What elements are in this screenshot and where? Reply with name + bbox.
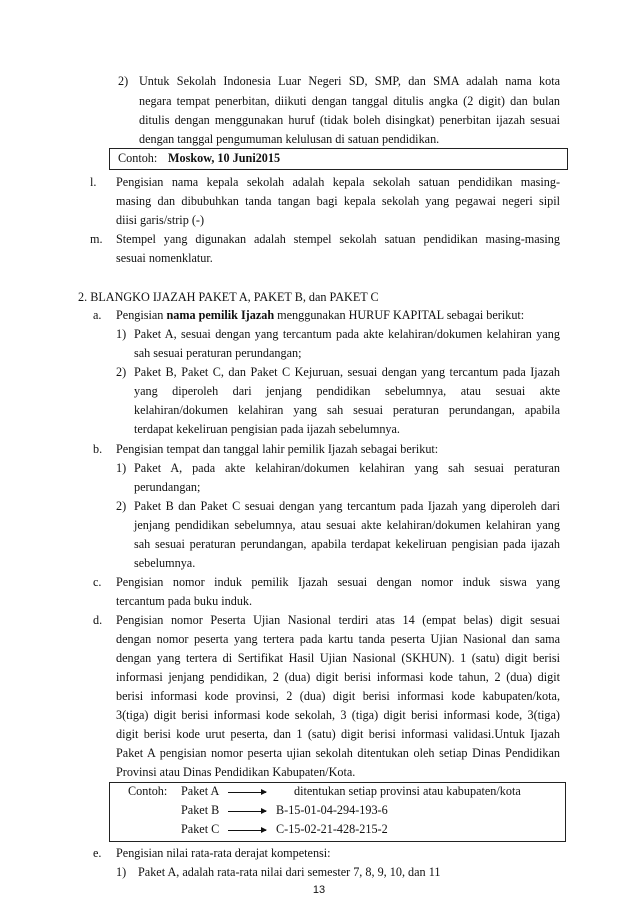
item-2-line-4: dengan tanggal pengumuman kelulusan di satuan pendidikan. bbox=[139, 132, 440, 146]
item-l-line-1: Pengisian nama kepala sekolah adalah kepala sekolah satuan pendidikan masing- bbox=[116, 175, 560, 189]
item-a-text-post: menggunakan HURUF KAPITAL sebagai berikut: bbox=[274, 308, 525, 322]
item-a-text-bold: nama pemilik Ijazah bbox=[166, 308, 275, 322]
item-a-sub1-line-2: sah sesuai peraturan perundangan; bbox=[134, 346, 302, 360]
item-a-sub2-line-3: kelahiran/dokumen kelahiran yang sah sesuai peraturan perundangan, apabila bbox=[134, 403, 560, 417]
item-b-sub2-marker: 2) bbox=[116, 499, 127, 513]
item-m-marker: m. bbox=[90, 232, 103, 246]
item-b-sub1-line-1: Paket A, pada akte kelahiran/dokumen kelahiran yang sah sesuai peraturan bbox=[134, 461, 560, 475]
example-2-row-2-right: B-15-01-04-294-193-6 bbox=[276, 803, 388, 817]
example-1-value: Moskow, 10 Juni2015 bbox=[168, 151, 281, 165]
item-e-sub1-text: Paket A, adalah rata-rata nilai dari semester 7, 8, 9, 10, dan 11 bbox=[138, 865, 441, 879]
item-e-sub1-marker: 1) bbox=[116, 865, 127, 879]
item-d-line-2: dengan nomor peserta yang tertera pada kartu tanda peserta Ujian Nasional dan sama bbox=[116, 632, 560, 646]
item-a-sub2-marker: 2) bbox=[116, 365, 127, 379]
example-2-row-2-left: Paket B bbox=[181, 803, 220, 817]
item-d-line-3: dengan yang tertera di Sertifikat Hasil Ujian Nasional (SKHUN). 1 (satu) digit berisi bbox=[116, 651, 560, 665]
item-a-text bbox=[116, 306, 524, 325]
arrow-icon bbox=[228, 792, 266, 793]
item-2-line-2: negara tempat penerbitan, diikuti dengan tanggal ditulis angka (2 digit) dan bulan bbox=[139, 94, 560, 108]
item-b-marker: b. bbox=[93, 442, 103, 456]
example-2-row-1-left: Paket A bbox=[181, 784, 220, 798]
item-l-line-2: masing dan dibubuhkan tanda tangan bagi kepala sekolah yang pegawai negeri sipil bbox=[116, 194, 560, 208]
item-e-marker: e. bbox=[93, 846, 102, 860]
item-b-sub2-line-4: sebelumnya. bbox=[134, 556, 196, 570]
item-l-marker: l. bbox=[90, 175, 97, 189]
item-b-sub2-line-2: jenjang pendidikan sebelumnya, atau sesuai akte kelahiran/dokumen kelahiran yang bbox=[134, 518, 560, 532]
item-2-line-3: ditulis dengan menggunakan huruf (tidak boleh disingkat) penerbitan ijazah sesuai bbox=[139, 113, 560, 127]
item-d-line-4: informasi jenjang pendidikan, 2 (dua) digit berisi informasi kode tahun, 2 (dua) digit bbox=[116, 670, 560, 684]
example-1-label: Contoh: bbox=[118, 151, 158, 165]
item-c-marker: c. bbox=[93, 575, 102, 589]
item-d-marker: d. bbox=[93, 613, 103, 627]
item-a-text-pre: Pengisian bbox=[116, 308, 167, 322]
item-e-text: Pengisian nilai rata-rata derajat kompetensi: bbox=[116, 846, 331, 860]
item-2-line-1: Untuk Sekolah Indonesia Luar Negeri SD, SMP, dan SMA adalah nama kota bbox=[139, 74, 560, 88]
item-a-sub1-marker: 1) bbox=[116, 327, 127, 341]
item-d-line-6: 3(tiga) digit berisi informasi kode sekolah, 3 (tiga) digit berisi informasi kode, 3(tiga) bbox=[116, 708, 560, 722]
item-b-sub2-line-1: Paket B dan Paket C sesuai dengan yang tercantum pada Ijazah yang diperoleh dari bbox=[134, 499, 560, 513]
page-number: 13 bbox=[312, 884, 326, 896]
item-m-line-2: sesuai nomenklatur. bbox=[116, 251, 213, 265]
item-a-sub2-line-1: Paket B, Paket C, dan Paket C Kejuruan, sesuai dengan yang tercantum pada Ijazah bbox=[134, 365, 560, 379]
item-c-line-1: Pengisian nomor induk pemilik Ijazah sesuai dengan nomor induk siswa yang bbox=[116, 575, 560, 589]
item-2-marker: 2) bbox=[118, 74, 129, 88]
example-2-row-1-right: ditentukan setiap provinsi atau kabupaten/kota bbox=[294, 784, 521, 798]
item-b-sub1-marker: 1) bbox=[116, 461, 127, 475]
item-a-sub2-line-2: yang diperoleh dari jenjang pendidikan sebelumnya, atau sesuai akte bbox=[134, 384, 560, 398]
item-b-sub2-line-3: sah sesuai peraturan perundangan, apabila terdapat kekeliruan pengisian pada ijazah bbox=[134, 537, 560, 551]
example-2-label: Contoh: bbox=[128, 784, 168, 798]
item-b-sub1-line-2: perundangan; bbox=[134, 480, 201, 494]
example-2-row-3-right: C-15-02-21-428-215-2 bbox=[276, 822, 388, 836]
example-2-row-3-left: Paket C bbox=[181, 822, 220, 836]
item-m-line-1: Stempel yang digunakan adalah stempel sekolah satuan pendidikan masing-masing bbox=[116, 232, 560, 246]
item-d-line-7: digit berisi kode urut peserta, dan 1 (satu) digit berisi informasi validasi.Untuk Ijazah bbox=[116, 727, 560, 741]
item-a-sub2-line-4: terdapat kekeliruan pengisian pada ijazah sebelumnya. bbox=[134, 422, 400, 436]
arrow-icon bbox=[228, 830, 266, 831]
item-a-marker: a. bbox=[93, 308, 102, 322]
item-d-line-9: Provinsi atau Dinas Pendidikan Kabupaten/Kota. bbox=[116, 765, 356, 779]
item-b-text: Pengisian tempat dan tanggal lahir pemilik Ijazah sebagai berikut: bbox=[116, 442, 439, 456]
section-2-title: 2. BLANGKO IJAZAH PAKET A, PAKET B, dan PAKET C bbox=[78, 290, 379, 304]
item-l-line-3: diisi garis/strip (-) bbox=[116, 213, 205, 227]
item-c-line-2: tercantum pada buku induk. bbox=[116, 594, 253, 608]
item-d-line-8: Paket A pengisian nomor peserta ujian sekolah ditentukan oleh setiap Dinas Pendidikan bbox=[116, 746, 560, 760]
item-d-line-1: Pengisian nomor Peserta Ujian Nasional terdiri atas 14 (empat belas) digit sesuai bbox=[116, 613, 560, 627]
arrow-icon bbox=[228, 811, 266, 812]
item-a-sub1-line-1: Paket A, sesuai dengan yang tercantum pada akte kelahiran/dokumen kelahiran yang bbox=[134, 327, 560, 341]
item-d-line-5: berisi informasi kode provinsi, 2 (dua) digit berisi informasi kode kabupaten/kota, bbox=[116, 689, 560, 703]
